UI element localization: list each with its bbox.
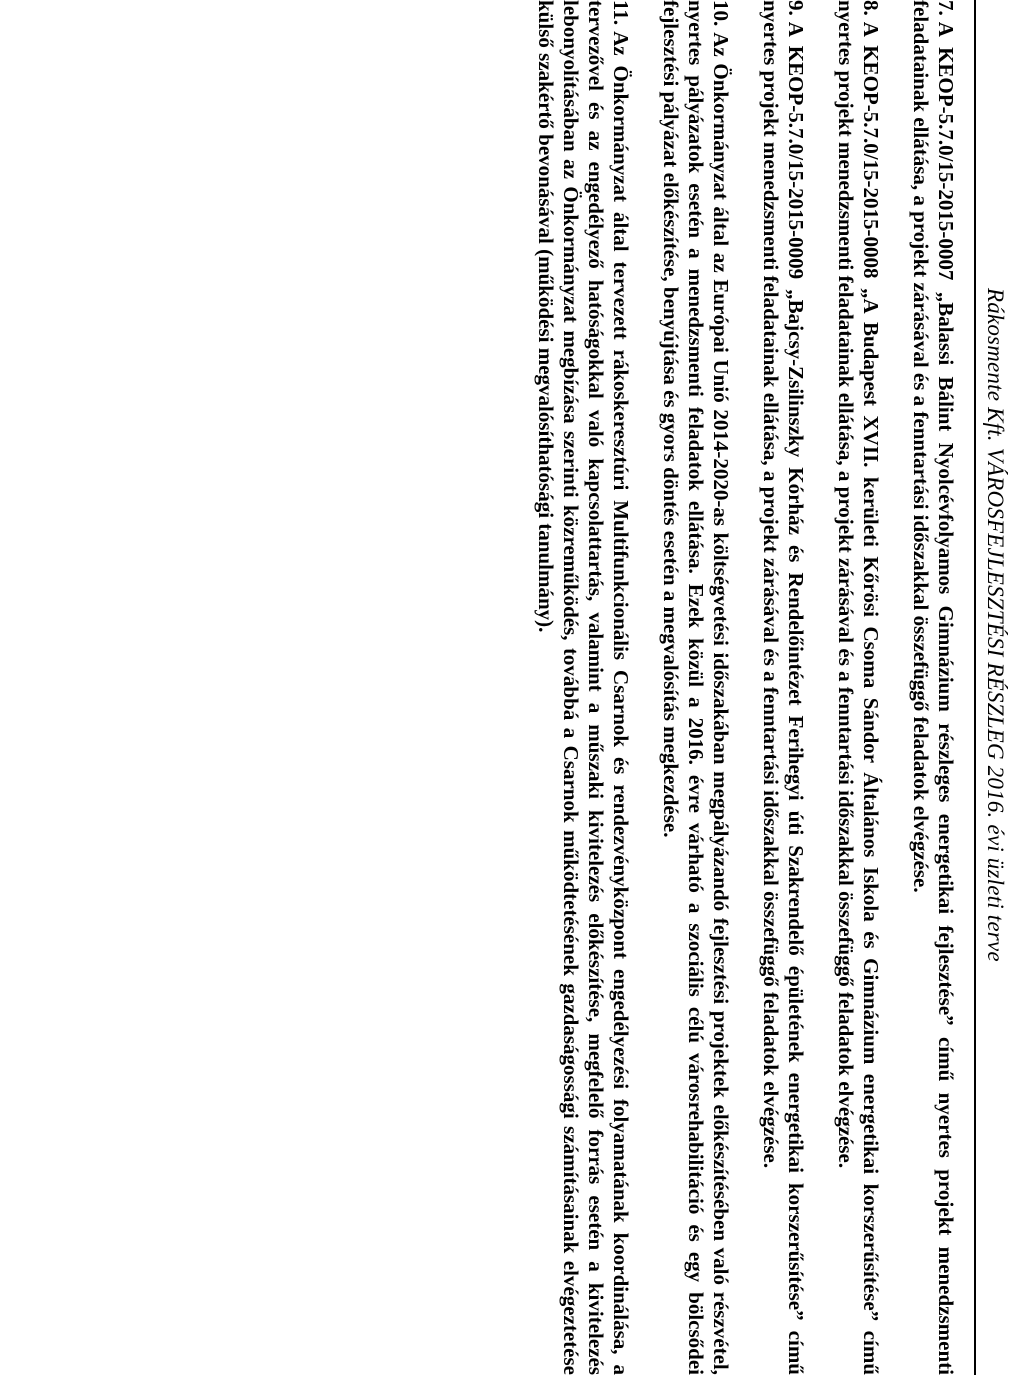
item-number: 7. <box>934 0 958 16</box>
list-item <box>533 0 633 1375</box>
list-item <box>908 0 958 1375</box>
item-number: 11. <box>609 0 633 26</box>
item-number: 10. <box>709 0 733 27</box>
item-text: Az Önkormányzat által tervezett rákoskeresztúri Multifunkcionális Csarnok és rendezvényközpont engedélyezési folyamatának koordinálása, a tervezővel és az engedélyező hatóságokkal való kapcsolattartás, valamint a műszaki kivitelezés előkészítése, megfelelő forrás esetén a kivitelezés lebonyolításában az Önkormányzat megbízása szerinti közreműködés, továbbá a Csarnok működtetésének gazdaságossági számításainak elvégeztetése külső szakértő bevonásával (működési megvalósíthatósági tanulmány). <box>534 0 633 1375</box>
header-rule <box>974 0 976 1375</box>
item-text: A KEOP-5.7.0/15-2015-0008 „A Budapest XVII. kerületi Kőrösi Csoma Sándor Általános Iskola és Gimnázium energetikai korszerűsítése” című nyertes projekt menedzsmenti feladatainak ellátása, a projekt zárásával és a fenntartási időszakkal összefüggő feladatok elvégzése. <box>834 0 883 1375</box>
item-text: Az Önkormányzat által az Európai Unió 2014-2020-as költségvetési időszakában megpályázandó fejlesztési projektek előkészítésében való részvétel, nyertes pályázatok esetén a menedzsmenti feladatok ellátása. Ezek közül a 2016. évre várható a szociális célú városrehabilitáció és egy bölcsődei fejlesztési pályázat előkészítése, benyújtása és gyors döntés esetén a megvalósítás megkezdése. <box>659 0 733 1375</box>
list-item <box>658 0 733 1375</box>
running-header <box>970 0 1016 1375</box>
item-number: 8. <box>859 0 883 16</box>
item-list <box>533 0 958 1375</box>
list-item <box>758 0 808 1375</box>
item-text: A KEOP-5.7.0/15-2015-0009 „Bajcsy-Zsilinszky Kórház és Rendelőintézet Ferihegyi úti Szakrendelő épületének energetikai korszerűsítése” című nyertes projekt menedzsmenti feladatainak ellátása, a projekt zárásával és a fenntartási időszakkal összefüggő feladatok elvégzése. <box>759 0 808 1375</box>
list-item <box>833 0 883 1375</box>
item-text: A KEOP-5.7.0/15-2015-0007 „Balassi Bálint Nyolcévfolyamos Gimnázium részleges energetikai fejlesztése” című nyertes projekt menedzsmenti feladatainak ellátása, a projekt zárásával és a fenntartási időszakkal összefüggő feladatok elvégzése. <box>909 0 958 1375</box>
header-title: Rákosmente Kft. VÁROSFEJLESZTÉSI RÉSZLEG 2016. évi üzleti terve <box>983 288 1008 962</box>
item-number: 9. <box>784 0 808 16</box>
